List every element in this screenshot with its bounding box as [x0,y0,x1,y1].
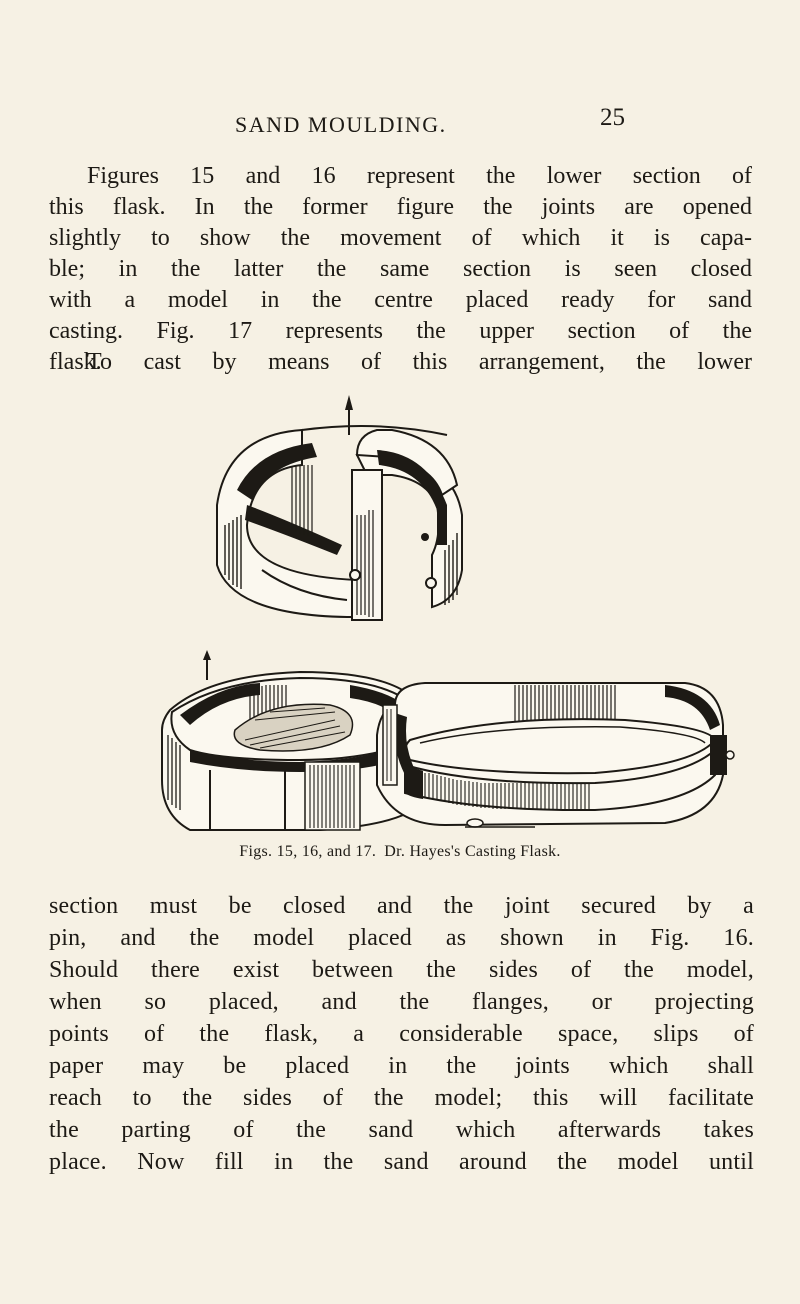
paragraph-1 [49,161,752,378]
text-line: pin, and the model placed as shown in Fig. 16. [49,925,754,951]
text-line: reach to the sides of the model; this will facilitate [49,1085,754,1111]
text-line: with a model in the centre placed ready for sand [49,287,752,313]
page-number: 25 [600,104,625,131]
text-line: when so placed, and the flanges, or projecting [49,989,754,1015]
figure-17-illustration [365,665,745,840]
text-line: points of the flask, a considerable space, slips of [49,1021,754,1047]
text-line: To cast by means of this arrangement, the lower [87,349,752,375]
figure-caption [0,843,800,861]
text-line: section must be closed and the joint secured by a [49,893,754,919]
text-line: Figures 15 and 16 represent the lower section of [87,163,752,189]
caption-title: Dr. Hayes's Casting Flask. [384,843,561,860]
text-line: this flask. In the former figure the joints are opened [49,194,752,220]
text-line: paper may be placed in the joints which shall [49,1053,754,1079]
text-line: slightly to show the movement of which it is capa- [49,225,752,251]
text-line: casting. Fig. 17 represents the upper section of the [49,318,752,344]
text-line: Should there exist between the sides of the model, [49,957,754,983]
text-line: place. Now fill in the sand around the model until [49,1149,754,1175]
page-header [0,104,800,144]
paragraph-3 [49,890,754,1178]
text-line: flask. [49,349,102,375]
caption-figures: Figs. 15, 16, and 17. [239,843,377,860]
text-line: the parting of the sand which afterwards takes [49,1117,754,1143]
paragraph-2 [49,347,752,378]
running-head: SAND MOULDING. [235,112,447,137]
text-line: ble; in the latter the same section is seen closed [49,256,752,282]
figure-15-illustration [207,395,477,635]
